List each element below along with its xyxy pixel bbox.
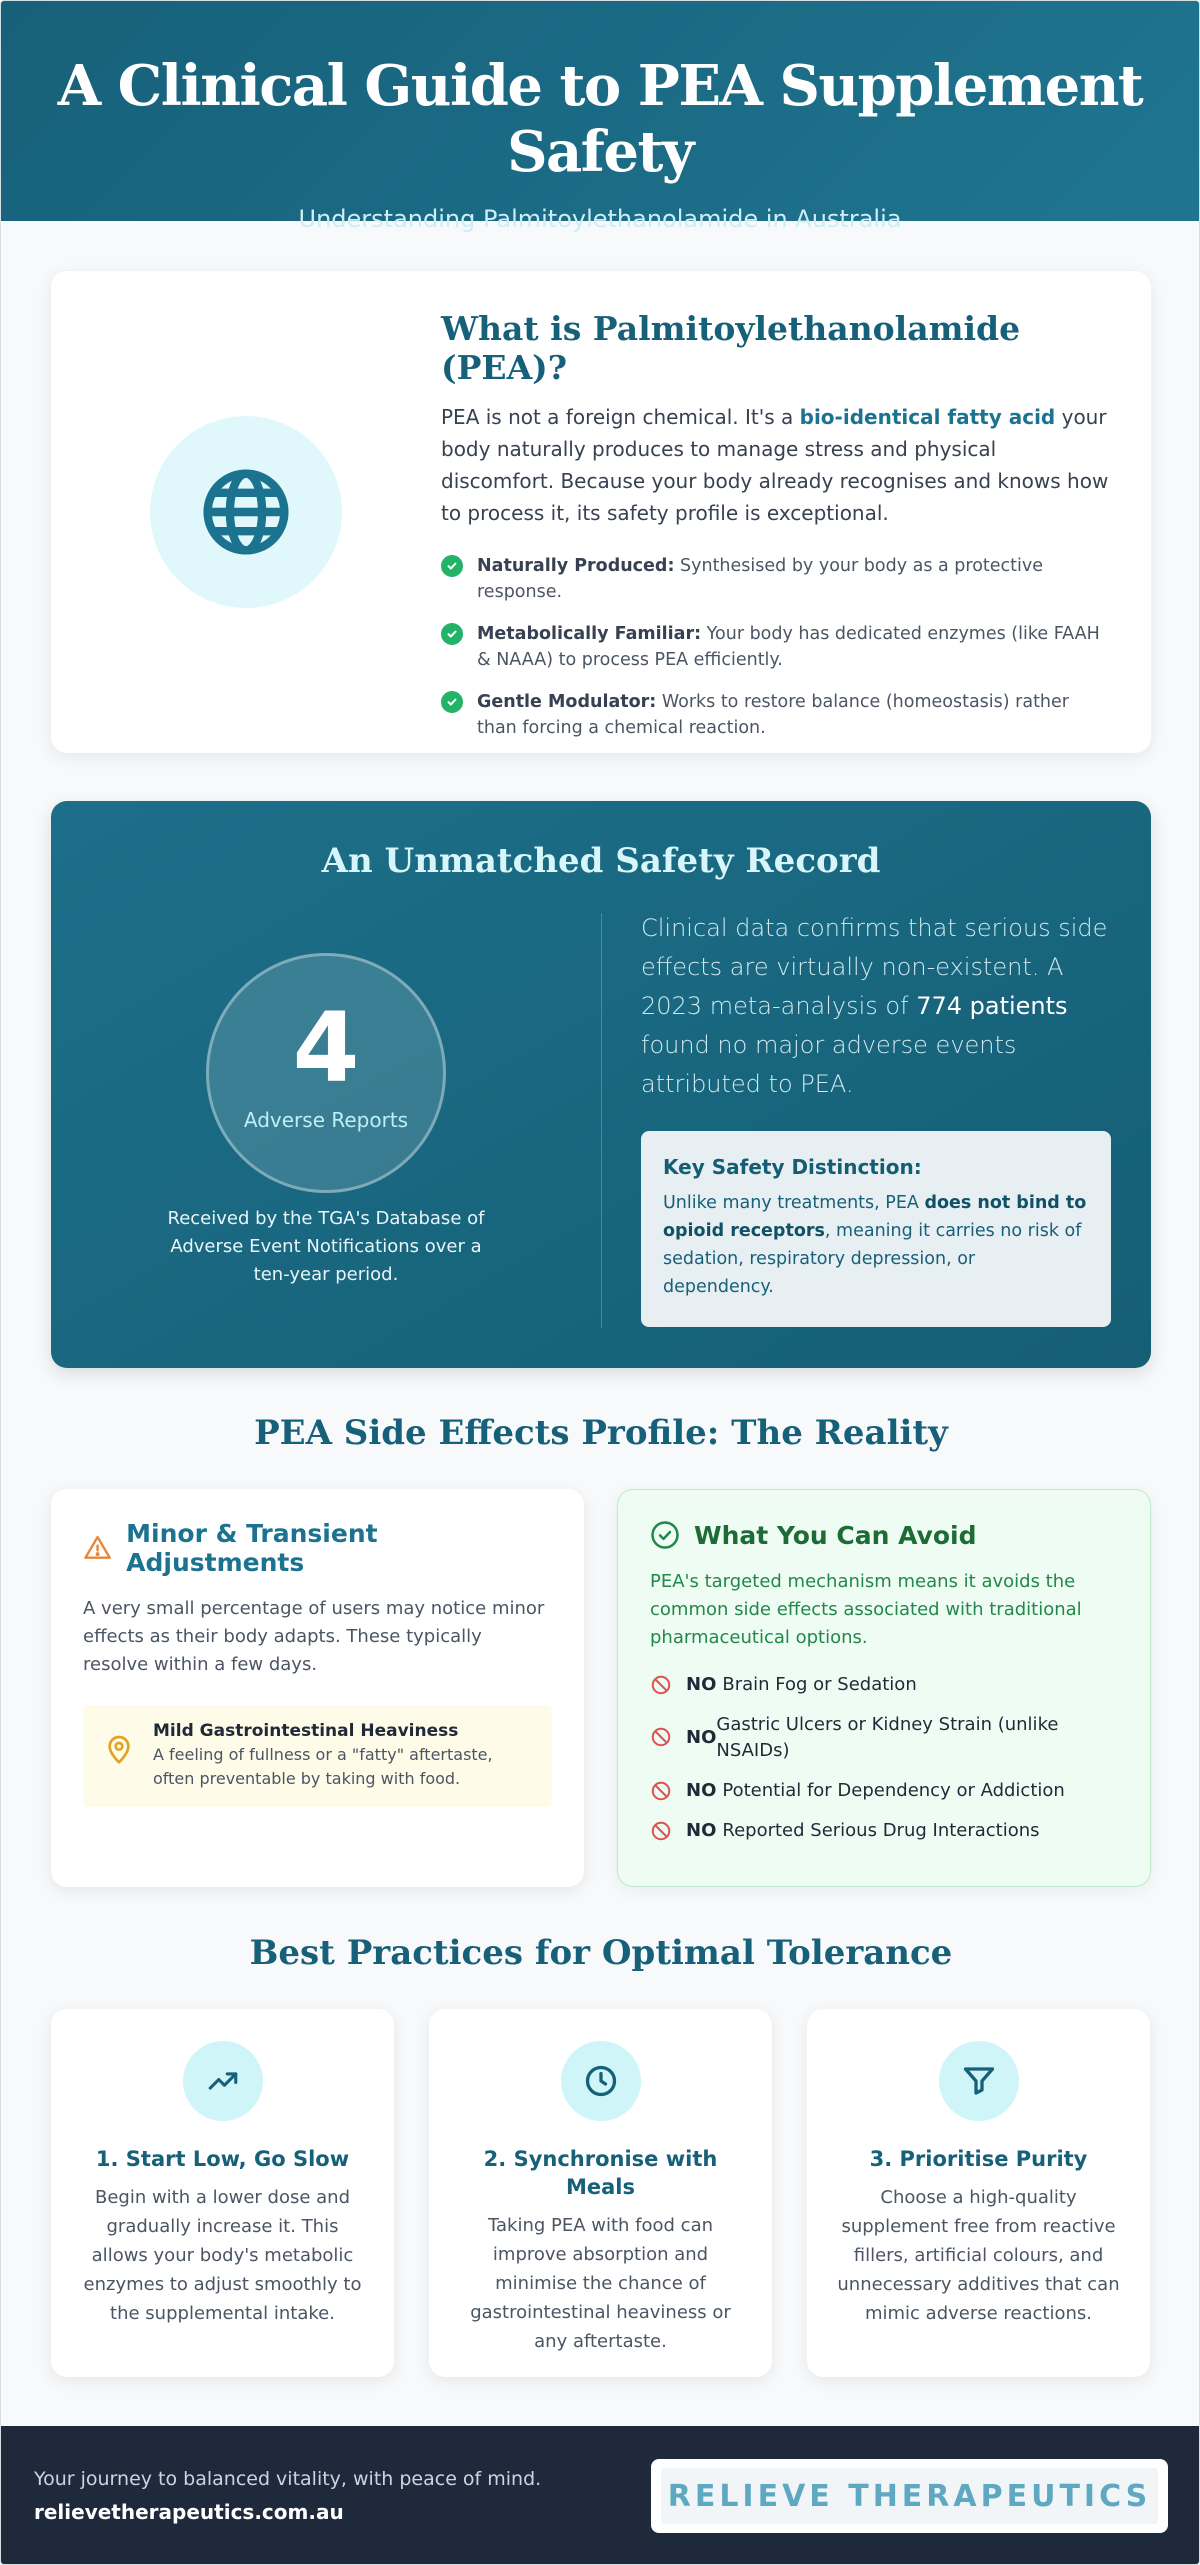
avoid-list [650, 1672, 1118, 1844]
list-item: NO Gastric Ulcers or Kidney Strain (unlike NSAIDs) [650, 1712, 1118, 1764]
brand-logo [651, 2459, 1168, 2533]
note-text: A feeling of fullness or a "fatty" aftertaste, often preventable by taking with food. [153, 1745, 493, 1788]
minor-effects-card [51, 1489, 584, 1887]
globe-icon [200, 466, 292, 558]
minor-effects-desc: A very small percentage of users may notice minor effects as their body adapts. These typically resolve within a few days. [83, 1598, 545, 1675]
check-circle-icon [650, 1520, 680, 1550]
practice-title: 1. Start Low, Go Slow [95, 2147, 350, 2171]
filter-icon [961, 2063, 997, 2099]
footer-tagline: Your journey to balanced vitality, with peace of mind. [34, 2468, 542, 2490]
intro-illustration [51, 271, 441, 753]
list-item: NO Reported Serious Drug Interactions [650, 1818, 1118, 1844]
practice-text: Taking PEA with food can improve absorption and minimise the chance of gastrointestinal heaviness or any aftertaste. [470, 2215, 731, 2352]
practice-card-purity [807, 2009, 1150, 2377]
map-pin-icon [103, 1731, 135, 1767]
avoid-header [650, 1520, 1118, 1550]
stat-value: 4 [292, 992, 360, 1104]
safety-claim: Clinical data confirms that serious side effects are virtually non-existent. A 2023 meta-analysis of 774 patients found no major adverse events attributed to PEA. [641, 914, 1108, 1098]
ban-icon [650, 1674, 672, 1696]
ban-icon [650, 1726, 672, 1748]
avoid-card [617, 1489, 1151, 1887]
list-item: Naturally Produced: Synthesised by your body as a protective response. [441, 553, 1111, 605]
clock-icon [583, 2063, 619, 2099]
practice-card-start-low [51, 2009, 394, 2377]
note-title: Mild Gastrointestinal Heaviness [153, 1721, 459, 1741]
practices-heading: Best Practices for Optimal Tolerance [249, 1933, 953, 1973]
page-title: A Clinical Guide to PEA Supplement Safety [57, 53, 1143, 185]
safety-distinction-box [641, 1131, 1111, 1327]
intro-heading: What is Palmitoylethanolamide (PEA)? [441, 309, 1021, 387]
list-item: Gentle Modulator: Works to restore balance (homeostasis) rather than forcing a chemical reaction. [441, 689, 1111, 741]
practice-text: Begin with a lower dose and gradually increase it. This allows your body's metabolic enzymes to adjust smoothly to the supplemental intake. [83, 2187, 362, 2324]
intro-points [441, 553, 1111, 741]
ban-icon [650, 1820, 672, 1842]
practice-icon-badge [183, 2041, 263, 2121]
check-circle-icon [441, 555, 463, 577]
page-header [1, 1, 1199, 233]
practice-card-meals [429, 2009, 772, 2377]
check-circle-icon [441, 623, 463, 645]
page-footer [1, 2426, 1200, 2565]
distinction-text: Unlike many treatments, PEA does not bind to opioid receptors, meaning it carries no risk of sedation, respiratory depression, or dependency. [663, 1193, 1087, 1297]
footer-website-link[interactable]: relievetherapeutics.com.au [34, 2500, 344, 2524]
intro-lead: PEA is not a foreign chemical. It's a bio-identical fatty acid your body naturally produces to manage stress and physical discomfort. Because your body already recognises and knows how to process it, its safety profile is exceptional. [441, 405, 1109, 525]
minor-effects-title: Minor & Transient Adjustments [126, 1519, 378, 1577]
practice-icon-badge [939, 2041, 1019, 2121]
page-subtitle: Understanding Palmitoylethanolamide in Australia [298, 205, 902, 233]
patient-count: 774 patients [916, 992, 1068, 1020]
practice-title: 3. Prioritise Purity [869, 2147, 1088, 2171]
adverse-reports-stat [206, 953, 446, 1193]
minor-effects-header [83, 1519, 552, 1577]
divider [601, 913, 602, 1328]
practice-title: 2. Synchronise with Meals [483, 2147, 718, 2199]
trending-up-icon [206, 2064, 240, 2098]
list-item: NO Potential for Dependency or Addiction [650, 1778, 1118, 1804]
avoid-title: What You Can Avoid [694, 1520, 977, 1550]
intro-content [441, 271, 1151, 753]
avoid-desc: PEA's targeted mechanism means it avoids the common side effects associated with traditional pharmaceutical options. [650, 1571, 1082, 1648]
intro-card [51, 271, 1151, 753]
list-item: Metabolically Familiar: Your body has dedicated enzymes (like FAAH & NAAA) to process PEA efficiently. [441, 621, 1111, 673]
stat-label: Adverse Reports [243, 1108, 409, 1132]
brand-logo-text: RELIEVE THERAPEUTICS [667, 2478, 1152, 2514]
warning-triangle-icon [83, 1533, 112, 1563]
practice-icon-badge [561, 2041, 641, 2121]
intro-lead-highlight: bio-identical fatty acid [799, 405, 1056, 429]
stat-caption: Received by the TGA's Database of Adverse Event Notifications over a ten-year period. [167, 1208, 485, 1285]
safety-record-panel [51, 801, 1151, 1368]
globe-badge [150, 416, 342, 608]
gi-note [83, 1705, 552, 1807]
practice-text: Choose a high-quality supplement free from reactive fillers, artificial colours, and unnecessary additives that can mimic adverse reactions. [837, 2187, 1120, 2324]
safety-heading: An Unmatched Safety Record [321, 841, 881, 881]
list-item: NO Brain Fog or Sedation [650, 1672, 1118, 1698]
ban-icon [650, 1780, 672, 1802]
side-effects-heading: PEA Side Effects Profile: The Reality [254, 1413, 948, 1453]
check-circle-icon [441, 691, 463, 713]
distinction-title: Key Safety Distinction: [663, 1155, 922, 1179]
